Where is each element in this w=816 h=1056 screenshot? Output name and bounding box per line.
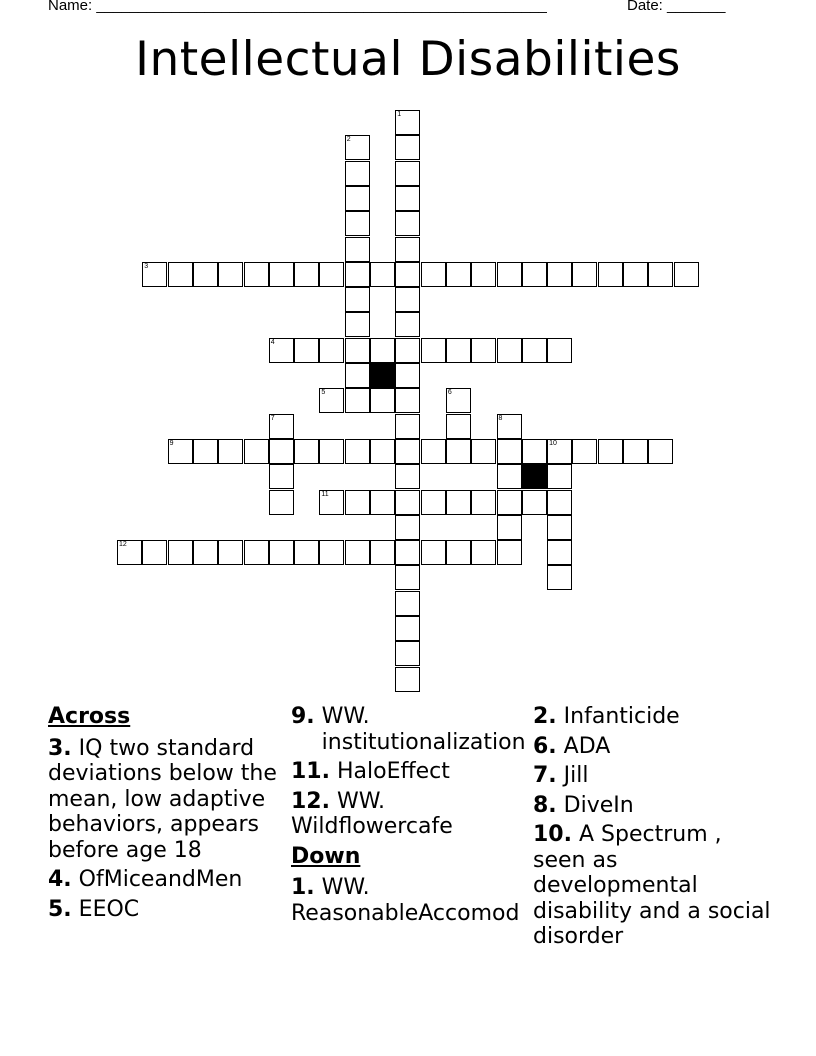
clue-number: 3. [48,735,72,761]
crossword-cell[interactable] [269,540,294,565]
crossword-cell[interactable] [522,262,547,287]
crossword-cell[interactable] [648,439,673,464]
clue-column-3 [533,704,773,954]
clue-text: WW. ReasonableAccomod [291,875,520,926]
crossword-cell[interactable] [345,135,370,160]
crossword-cell[interactable] [598,262,623,287]
crossword-cell[interactable] [395,312,420,337]
crossword-cell[interactable] [345,439,370,464]
cell-number: 10 [549,439,557,447]
crossword-cell[interactable] [142,540,167,565]
crossword-cell[interactable] [547,515,572,540]
clue-down-7 [533,763,773,789]
crossword-cell[interactable] [395,287,420,312]
crossword-cell[interactable] [395,540,420,565]
crossword-cell[interactable] [395,135,420,160]
cell-number: 6 [447,389,452,397]
clue-down-6 [533,734,773,760]
crossword-cell[interactable] [319,439,344,464]
crossword-cell[interactable] [522,338,547,363]
crossword-cell[interactable] [395,414,420,439]
crossword-cell[interactable] [547,540,572,565]
cell-number: 4 [270,338,275,346]
crossword-black-cell [370,363,395,388]
crossword-cell[interactable] [370,338,395,363]
crossword-cell[interactable] [193,439,218,464]
crossword-cell[interactable] [421,338,446,363]
crossword-cell[interactable] [345,186,370,211]
crossword-cell[interactable] [168,540,193,565]
cell-number: 8 [498,414,503,422]
crossword-cell[interactable] [395,211,420,236]
crossword-cell[interactable] [168,439,193,464]
crossword-cell[interactable] [623,262,648,287]
crossword-cell[interactable] [446,414,471,439]
clue-number: 1. [291,875,315,900]
clue-number: 5. [48,896,72,922]
clue-text: OfMiceandMen [78,867,243,892]
cell-number: 1 [397,111,402,118]
crossword-cell[interactable] [269,262,294,287]
crossword-cell[interactable] [193,262,218,287]
crossword-cell[interactable] [370,540,395,565]
crossword-cell[interactable] [395,591,420,616]
clue-number: 12. [291,788,330,814]
crossword-cell[interactable] [547,565,572,590]
crossword-cell[interactable] [319,540,344,565]
clue-number: 9. [291,704,315,729]
crossword-cell[interactable] [370,439,395,464]
clue-text: WW. institutionalization [321,704,526,755]
name-field-label: Name: ______________________________________________________ [48,0,547,14]
crossword-cell[interactable] [674,262,699,287]
crossword-cell[interactable] [497,490,522,515]
crossword-cell[interactable] [547,490,572,515]
crossword-cell[interactable] [446,490,471,515]
crossword-cell[interactable] [345,490,370,515]
clue-number: 10. [533,822,572,847]
crossword-cell[interactable] [345,312,370,337]
crossword-cell[interactable] [294,439,319,464]
clue-number: 7. [533,763,557,788]
crossword-cell[interactable] [395,439,420,464]
clue-text: EEOC [78,896,140,922]
crossword-cell[interactable] [421,540,446,565]
crossword-cell[interactable] [598,439,623,464]
crossword-cell[interactable] [142,262,167,287]
crossword-cell[interactable] [395,186,420,211]
crossword-cell[interactable] [395,515,420,540]
clue-text: Jill [563,763,589,788]
crossword-cell[interactable] [244,439,269,464]
crossword-cell[interactable] [370,262,395,287]
crossword-cell[interactable] [370,490,395,515]
crossword-cell[interactable] [345,287,370,312]
crossword-cell[interactable] [269,490,294,515]
crossword-cell[interactable] [471,490,496,515]
crossword-cell[interactable] [572,262,597,287]
crossword-cell[interactable] [395,363,420,388]
crossword-cell[interactable] [446,388,471,413]
crossword-cell[interactable] [244,540,269,565]
clue-column-1 [48,704,284,926]
crossword-cell[interactable] [345,338,370,363]
crossword-cell[interactable] [269,414,294,439]
crossword-cell[interactable] [547,464,572,489]
crossword-black-cell [522,464,547,489]
crossword-cell[interactable] [446,439,471,464]
crossword-cell[interactable] [522,439,547,464]
crossword-cell[interactable] [497,464,522,489]
cell-number: 5 [321,389,326,397]
clue-across-9 [291,704,531,755]
crossword-cell[interactable] [345,161,370,186]
crossword-cell[interactable] [471,439,496,464]
crossword-cell[interactable] [395,237,420,262]
clue-text: DiveIn [563,792,634,818]
clue-across-11 [291,759,531,785]
crossword-cell[interactable] [395,565,420,590]
clue-text: ADA [563,733,611,759]
clue-column-2 [291,704,531,930]
clue-text: WW. Wildflowercafe [291,788,453,839]
crossword-cell[interactable] [345,540,370,565]
clue-across-5 [48,897,284,923]
clue-across-3 [48,736,284,864]
crossword-cell[interactable] [395,667,420,692]
crossword-cell[interactable] [547,439,572,464]
crossword-cell[interactable] [218,439,243,464]
cell-number: 11 [321,490,329,498]
crossword-cell[interactable] [471,262,496,287]
crossword-cell[interactable] [269,338,294,363]
crossword-cell[interactable] [421,439,446,464]
crossword-cell[interactable] [572,439,597,464]
crossword-cell[interactable] [319,262,344,287]
crossword-cell[interactable] [294,338,319,363]
crossword-cell[interactable] [648,262,673,287]
crossword-cell[interactable] [294,262,319,287]
crossword-cell[interactable] [319,338,344,363]
crossword-cell[interactable] [218,540,243,565]
crossword-cell[interactable] [497,540,522,565]
crossword-cell[interactable] [345,262,370,287]
crossword-cell[interactable] [345,237,370,262]
clue-number: 2. [533,704,557,729]
clue-down-2 [533,704,773,730]
crossword-cell[interactable] [623,439,648,464]
crossword-cell[interactable] [421,262,446,287]
crossword-cell[interactable] [193,540,218,565]
clue-text: HaloEffect [336,759,450,784]
crossword-cell[interactable] [395,641,420,666]
crossword-cell[interactable] [370,388,395,413]
clue-down-1 [291,875,531,926]
crossword-cell[interactable] [395,464,420,489]
crossword-cell[interactable] [168,262,193,287]
crossword-cell[interactable] [395,262,420,287]
crossword-cell[interactable] [244,262,269,287]
crossword-cell[interactable] [395,161,420,186]
crossword-cell[interactable] [345,363,370,388]
clue-number: 4. [48,867,72,892]
clue-number: 8. [533,792,557,818]
clue-text: IQ two standard deviations below the mean, low adaptive behaviors, appears before age 18 [48,735,277,863]
crossword-cell[interactable] [269,439,294,464]
crossword-cell[interactable] [446,262,471,287]
crossword-cell[interactable] [294,540,319,565]
crossword-cell[interactable] [497,439,522,464]
page-title: Intellectual Disabilities [135,32,681,87]
cell-number: 12 [119,541,127,549]
crossword-cell[interactable] [269,464,294,489]
crossword-cell[interactable] [395,338,420,363]
crossword-cell[interactable] [497,414,522,439]
crossword-cell[interactable] [497,262,522,287]
crossword-cell[interactable] [471,540,496,565]
crossword-cell[interactable] [522,490,547,515]
crossword-cell[interactable] [395,110,420,135]
across-heading: Across [48,704,131,729]
crossword-cell[interactable] [395,388,420,413]
clue-across-12 [291,789,531,840]
cell-number: 3 [144,262,149,270]
clue-down-10 [533,822,773,950]
crossword-cell[interactable] [319,490,344,515]
clue-across-4 [48,867,284,893]
cell-number: 9 [169,439,174,447]
clue-text: A Spectrum , seen as developmental disability and a social disorder [533,822,771,949]
crossword-cell[interactable] [345,211,370,236]
crossword-cell[interactable] [218,262,243,287]
crossword-cell[interactable] [421,490,446,515]
crossword-cell[interactable] [117,540,142,565]
down-heading: Down [291,843,361,869]
crossword-cell[interactable] [547,262,572,287]
clue-number: 6. [533,733,557,759]
crossword-cell[interactable] [497,515,522,540]
clue-text: Infanticide [563,704,680,729]
clue-down-8 [533,793,773,819]
cell-number: 7 [270,414,275,422]
clue-number: 11. [291,759,330,784]
crossword-cell[interactable] [345,388,370,413]
crossword-cell[interactable] [319,388,344,413]
crossword-cell[interactable] [497,338,522,363]
crossword-cell[interactable] [395,490,420,515]
crossword-cell[interactable] [471,338,496,363]
crossword-cell[interactable] [395,616,420,641]
cell-number: 2 [346,136,351,144]
crossword-cell[interactable] [446,540,471,565]
crossword-cell[interactable] [446,338,471,363]
crossword-cell[interactable] [547,338,572,363]
date-field-label: Date: _______ [627,0,726,14]
